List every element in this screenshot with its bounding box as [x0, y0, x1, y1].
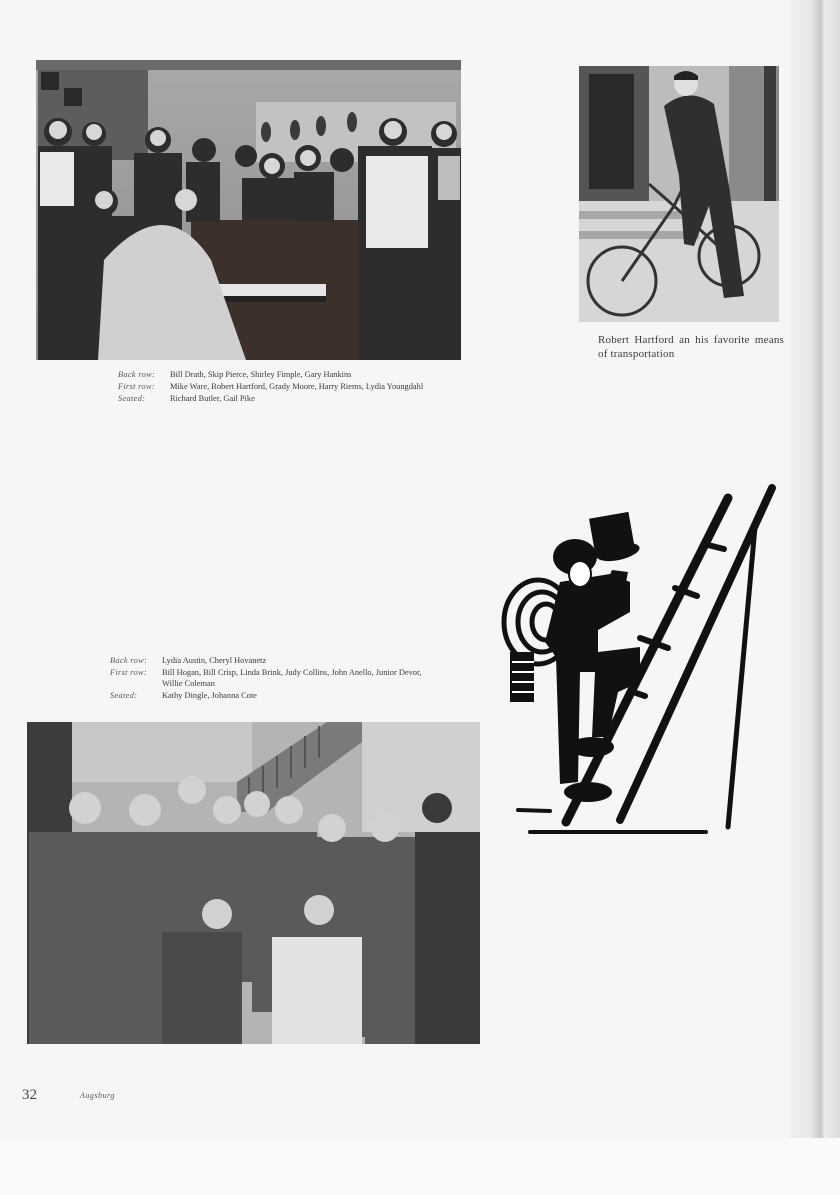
- stairwell-group-photo: [27, 722, 480, 1044]
- caption-row-names: Lydia Austin, Cheryl Hovanetz: [162, 656, 267, 665]
- caption-row-label: Seated:: [110, 691, 138, 700]
- caption-row-names: Bill Drath, Skip Pierce, Shirley Fimple, Gary Hankins: [170, 370, 352, 379]
- caption-stairwell: [110, 655, 426, 702]
- caption-bicycle: Robert Hartford an his favorite means of transportation: [598, 334, 784, 360]
- caption-row: [118, 381, 438, 392]
- running-title: Augsburg: [80, 1091, 115, 1100]
- caption-row: [110, 655, 426, 666]
- caption-row-names: Kathy Dingle, Johanna Cote: [162, 691, 257, 700]
- caption-row-names: Richard Butler, Gail Pike: [170, 394, 255, 403]
- caption-row: [118, 393, 438, 404]
- caption-row-label: Seated:: [118, 394, 146, 403]
- caption-music-room: [118, 369, 438, 405]
- chimney-sweep-illustration: [500, 482, 790, 837]
- caption-row: [110, 690, 426, 701]
- caption-row: [110, 667, 426, 689]
- caption-row-label: Back row:: [110, 656, 148, 665]
- caption-row-names: Bill Hogan, Bill Crisp, Linda Brink, Judy Collins, John Anello, Junior Devor, Willie Coleman: [162, 668, 422, 688]
- page-gutter-shadow: [790, 0, 840, 1140]
- caption-row: [118, 369, 438, 380]
- caption-row-label: First row:: [110, 668, 147, 677]
- caption-row-label: Back row:: [118, 370, 156, 379]
- caption-row-names: Mike Ware, Robert Hartford, Grady Moore, Harry Riems, Lydia Youngdahl: [170, 382, 424, 391]
- page-number: 32: [22, 1087, 37, 1103]
- scan-margin: [0, 1138, 840, 1195]
- caption-row-label: First row:: [118, 382, 155, 391]
- music-room-group-photo: [36, 60, 461, 360]
- bicycle-portrait-photo: [579, 66, 779, 322]
